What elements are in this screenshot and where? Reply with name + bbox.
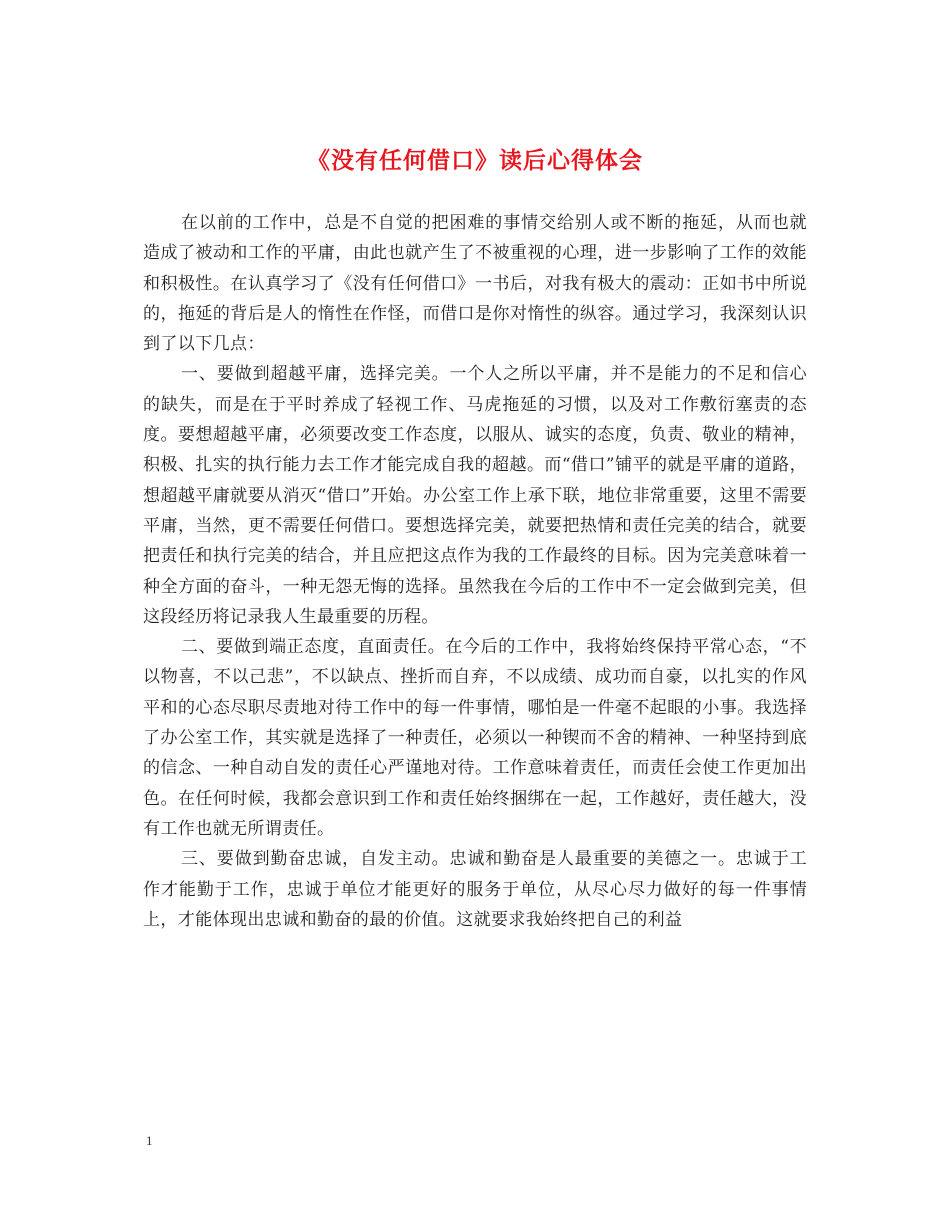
paragraph-point-one: 一、要做到超越平庸，选择完美。一个人之所以平庸，并不是能力的不足和信心的缺失，而是在于平时养成了轻视工作、马虎拖延的习惯，以及对工作敷衍塞责的态度。要想超越平庸，必须要改变工作态度，以服从、诚实的态度，负责、敬业的精神，积极、扎实的执行能力去工作才能完成自我的超越。而“借口”铺平的就是平庸的道路，想超越平庸就要从消灭“借口”开始。办公室工作上承下联，地位非常重要，这里不需要平庸，当然，更不需要任何借口。要想选择完美，就要把热情和责任完美的结合，就要把责任和执行完美的结合，并且应把这点作为我的工作最终的目标。因为完美意味着一种全方面的奋斗，一种无怨无悔的选择。虽然我在今后的工作中不一定会做到完美，但这段经历将记录我人生最重要的历程。 bbox=[143, 364, 807, 627]
paragraph-intro: 在以前的工作中，总是不自觉的把困难的事情交给别人或不断的拖延，从而也就造成了被动和工作的平庸，由此也就产生了不被重视的心理，进一步影响了工作的效能和积极性。在认真学习了《没有任何借口》一书后，对我有极大的震动：正如书中所说的，拖延的背后是人的惰性在作怪，而借口是你对惰性的纵容。通过学习，我深刻认识到了以下几点： bbox=[143, 213, 807, 355]
document-body bbox=[143, 208, 807, 935]
document-title: 《没有任何借口》读后心得体会 bbox=[307, 147, 643, 175]
paragraph-point-two: 二、要做到端正态度，直面责任。在今后的工作中，我将始终保持平常心态，“不以物喜，不以己悲”，不以缺点、挫折而自弃，不以成绩、成功而自豪，以扎实的作风平和的心态尽职尽责地对待工作中的每一件事情，哪怕是一件毫不起眼的小事。我选择了办公室工作，其实就是选择了一种责任，必须以一种锲而不舍的精神、一种坚持到底的信念、一种自动自发的责任心严谨地对待。工作意味着责任，而责任会使工作更加出色。在任何时候，我都会意识到工作和责任始终捆绑在一起，工作越好，责任越大，没有工作也就无所谓责任。 bbox=[143, 637, 807, 839]
page-number: 1 bbox=[146, 1133, 153, 1148]
paragraph-point-three: 三、要做到勤奋忠诚，自发主动。忠诚和勤奋是人最重要的美德之一。忠诚于工作才能勤于工作，忠诚于单位才能更好的服务于单位，从尽心尽力做好的每一件事情上，才能体现出忠诚和勤奋的最的价值。这就要求我始终把自己的利益 bbox=[143, 849, 807, 930]
